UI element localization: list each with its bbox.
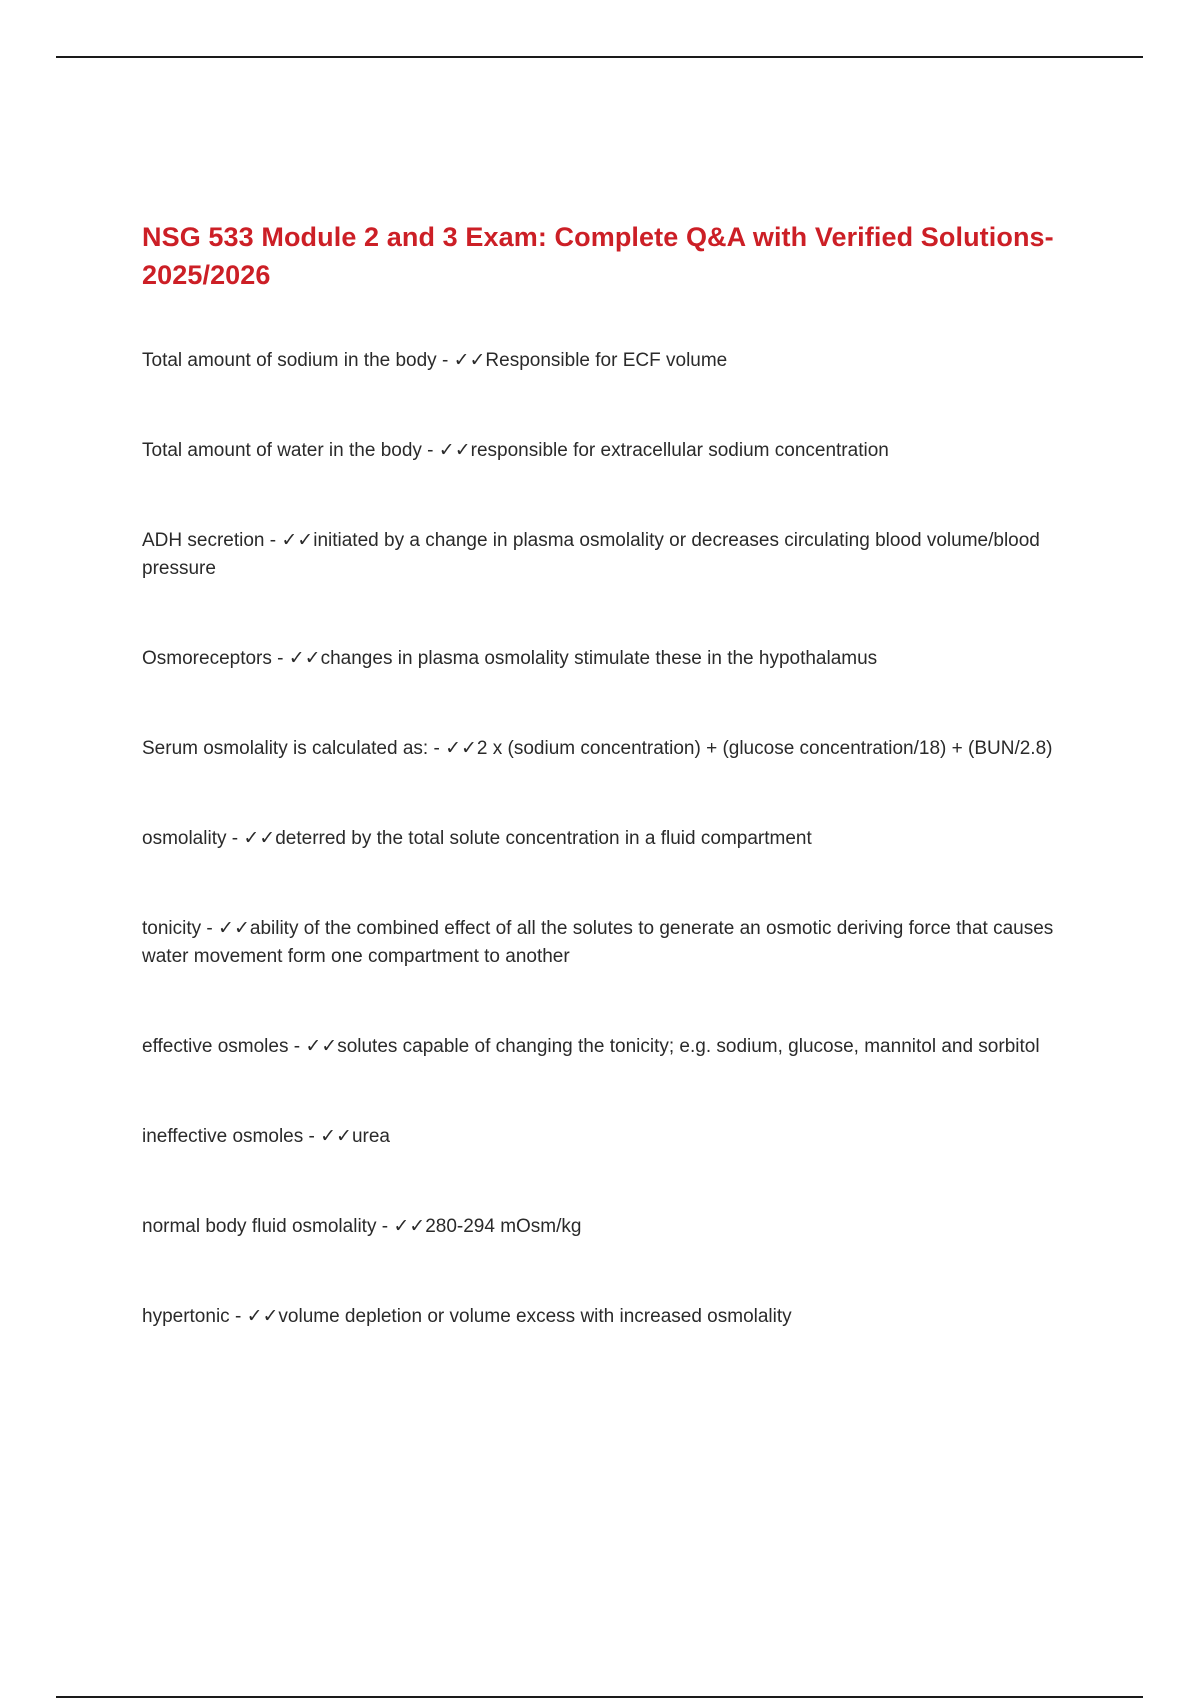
- qa-term: tonicity: [142, 918, 202, 939]
- check-icon: ✓✓: [243, 828, 276, 849]
- check-icon: ✓✓: [438, 440, 471, 461]
- qa-term: Total amount of water in the body: [142, 440, 422, 461]
- document-body: [142, 218, 1057, 1393]
- check-icon: ✓✓: [281, 530, 314, 551]
- qa-answer: ability of the combined effect of all the solutes to generate an osmotic deriving force that causes water movement form one compartment to another: [142, 918, 1054, 967]
- qa-item: [142, 645, 1057, 673]
- qa-answer: Responsible for ECF volume: [485, 350, 728, 371]
- qa-answer: changes in plasma osmolality stimulate these in the hypothalamus: [320, 648, 878, 669]
- qa-answer: 280-294 mOsm/kg: [425, 1216, 582, 1237]
- qa-separator: -: [264, 530, 282, 551]
- qa-item: [142, 347, 1057, 375]
- qa-item: [142, 735, 1057, 763]
- qa-separator: -: [303, 1126, 321, 1147]
- check-icon: ✓✓: [445, 738, 477, 759]
- qa-term: Total amount of sodium in the body: [142, 350, 437, 371]
- qa-term: Serum osmolality is calculated as:: [142, 738, 429, 759]
- qa-separator: -: [288, 1036, 306, 1057]
- qa-answer: solutes capable of changing the tonicity; e.g. sodium, glucose, mannitol and sorbitol: [337, 1036, 1040, 1057]
- qa-term: normal body fluid osmolality: [142, 1216, 377, 1237]
- bottom-rule: [56, 1696, 1143, 1698]
- qa-item: [142, 527, 1057, 583]
- qa-answer: deterred by the total solute concentration in a fluid compartment: [275, 828, 812, 849]
- qa-separator: -: [226, 828, 244, 849]
- check-icon: ✓✓: [305, 1036, 338, 1057]
- qa-separator: -: [421, 440, 439, 461]
- check-icon: ✓✓: [246, 1306, 279, 1327]
- check-icon: ✓✓: [453, 350, 486, 371]
- qa-term: ADH secretion: [142, 530, 265, 551]
- qa-separator: -: [271, 648, 289, 669]
- qa-answer: initiated by a change in plasma osmolality or decreases circulating blood volume/blood pressure: [142, 530, 1040, 579]
- qa-separator: -: [436, 350, 454, 371]
- document-title: NSG 533 Module 2 and 3 Exam: Complete Q&A with Verified Solutions-2025/2026: [142, 222, 1054, 290]
- qa-answer: responsible for extracellular sodium concentration: [470, 440, 889, 461]
- qa-answer: urea: [351, 1126, 390, 1147]
- qa-item: [142, 1033, 1057, 1061]
- qa-separator: -: [229, 1306, 247, 1327]
- check-icon: ✓✓: [393, 1216, 426, 1237]
- qa-item: [142, 915, 1057, 971]
- qa-answer: 2 x (sodium concentration) + (glucose concentration/18) + (BUN/2.8): [476, 738, 1053, 759]
- check-icon: ✓✓: [288, 648, 321, 669]
- qa-item: [142, 1213, 1057, 1241]
- qa-term: effective osmoles: [142, 1036, 289, 1057]
- qa-item: [142, 825, 1057, 853]
- qa-term: osmolality: [142, 828, 227, 849]
- qa-term: hypertonic: [142, 1306, 230, 1327]
- qa-term: ineffective osmoles: [142, 1126, 304, 1147]
- qa-separator: -: [428, 738, 446, 759]
- qa-separator: -: [201, 918, 219, 939]
- qa-list: [142, 347, 1057, 1331]
- qa-answer: volume depletion or volume excess with increased osmolality: [278, 1306, 792, 1327]
- check-icon: ✓✓: [320, 1126, 352, 1147]
- qa-item: [142, 1303, 1057, 1331]
- qa-item: [142, 437, 1057, 465]
- qa-item: [142, 1123, 1057, 1151]
- top-rule: [56, 56, 1143, 58]
- check-icon: ✓✓: [218, 918, 250, 939]
- qa-separator: -: [376, 1216, 394, 1237]
- qa-term: Osmoreceptors: [142, 648, 272, 669]
